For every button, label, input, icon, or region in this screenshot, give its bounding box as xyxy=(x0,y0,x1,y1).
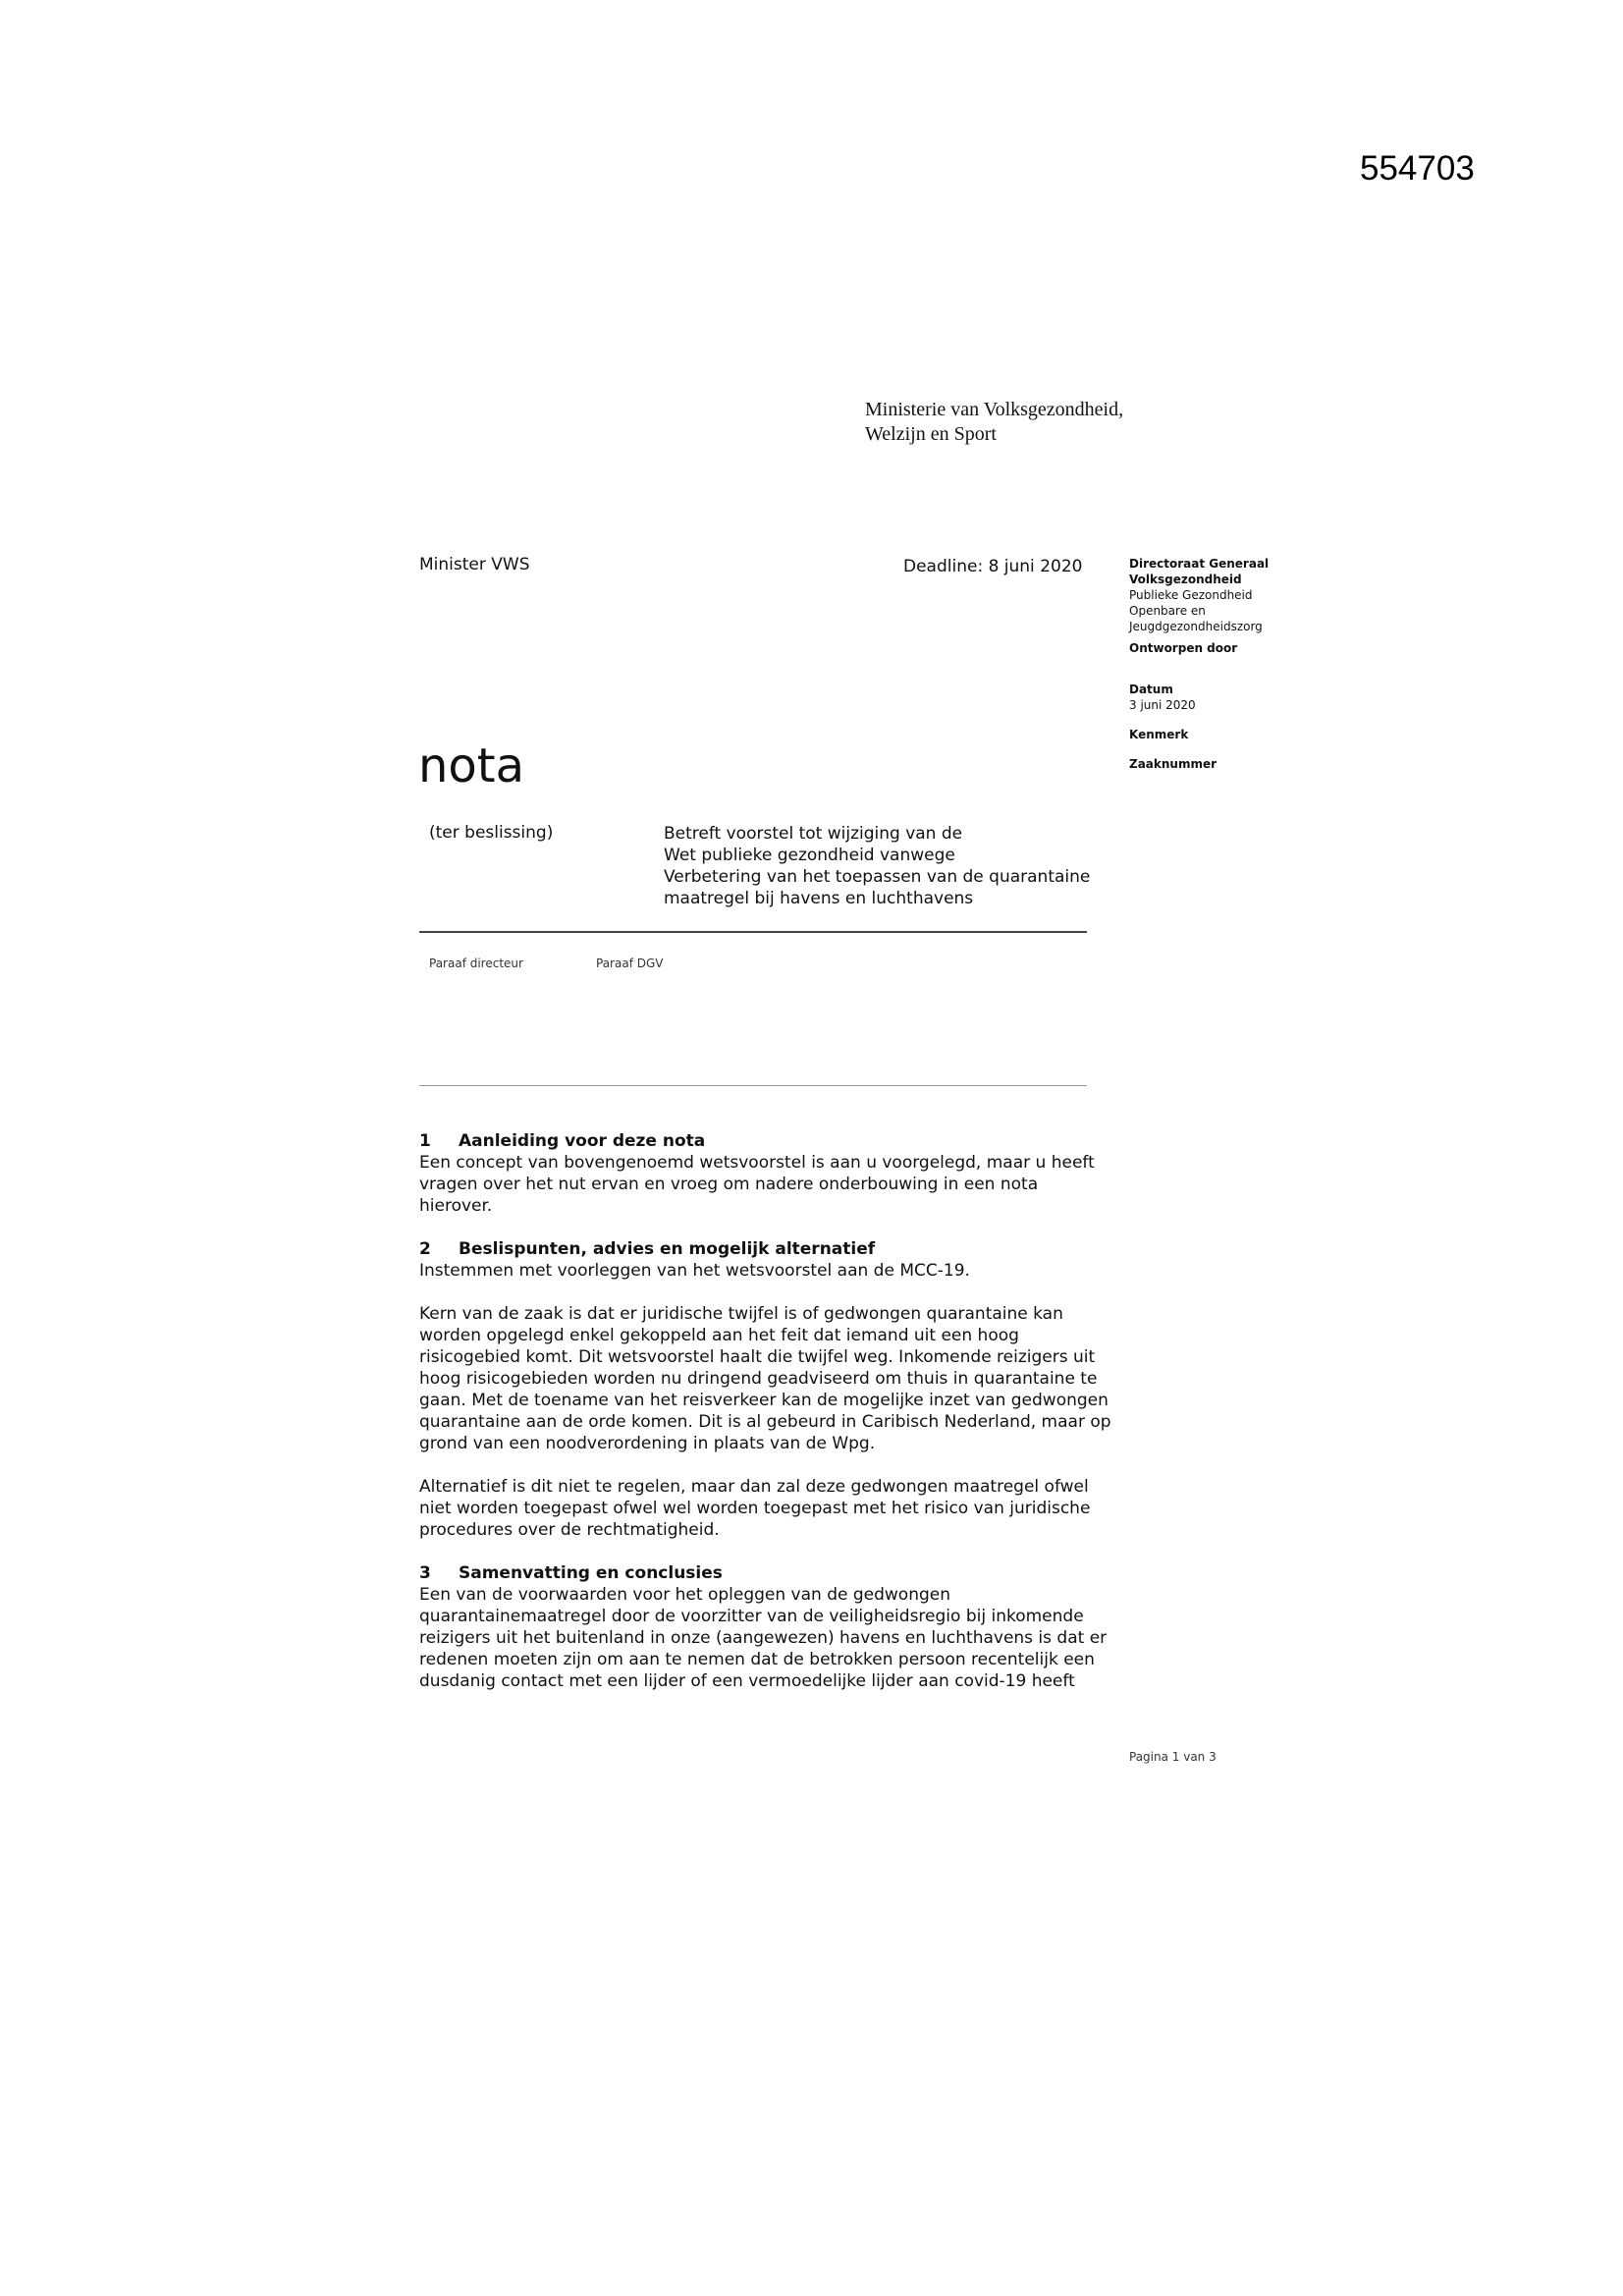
body-line: hoog risicogebieden worden nu dringend geadviseerd om thuis in quarantaine te xyxy=(419,1369,1098,1389)
subject-line-3: Verbetering van het toepassen van de quarantaine xyxy=(664,867,1091,887)
sidebar-date-value: 3 juni 2020 xyxy=(1129,698,1196,712)
ministry-line-1: Ministerie van Volksgezondheid, xyxy=(865,399,1124,420)
body-line: reizigers uit het buitenland in onze (aangewezen) havens en luchthavens is dat er xyxy=(419,1628,1108,1648)
section-heading-1 xyxy=(419,1130,1126,1152)
section-number-2: 2 xyxy=(419,1239,431,1259)
body-line: Een van de voorwaarden voor het opleggen van de gedwongen xyxy=(419,1585,951,1605)
subject-line-2: Wet publieke gezondheid vanwege xyxy=(664,846,955,865)
sidebar-dg-line-1: Directoraat Generaal xyxy=(1129,557,1270,571)
body-line: gaan. Met de toename van het reisverkeer kan de mogelijke inzet van gedwongen xyxy=(419,1391,1109,1410)
body-line: worden opgelegd enkel gekoppeld aan het feit dat iemand uit een hoog xyxy=(419,1326,1019,1345)
ministry-line-2: Welzijn en Sport xyxy=(865,423,997,445)
note-type: (ter beslissing) xyxy=(429,823,554,843)
paraaf-dgv: Paraaf DGV xyxy=(596,957,664,970)
divider-top xyxy=(419,931,1087,933)
section-heading-3 xyxy=(419,1562,1126,1584)
body-line: quarantainemaatregel door de voorzitter van de veiligheidsregio bij inkomende xyxy=(419,1607,1084,1626)
paraaf-director: Paraaf directeur xyxy=(429,957,523,970)
body-line: quarantaine aan de orde komen. Dit is al gebeurd in Caribisch Nederland, maar op xyxy=(419,1412,1111,1432)
body-line: niet worden toegepast ofwel wel worden toegepast met het risico van juridische xyxy=(419,1499,1091,1518)
body-line: grond van een noodverordening in plaats van de Wpg. xyxy=(419,1434,876,1453)
body-line: Alternatief is dit niet te regelen, maar dan zal deze gedwongen maatregel ofwel xyxy=(419,1477,1089,1497)
deadline: Deadline: 8 juni 2020 xyxy=(903,557,1083,576)
body-line: Kern van de zaak is dat er juridische twijfel is of gedwongen quarantaine kan xyxy=(419,1304,1063,1324)
section-title-1: Aanleiding voor deze nota xyxy=(459,1131,706,1151)
sidebar-dept-line-1: Publieke Gezondheid xyxy=(1129,588,1253,602)
body-line: redenen moeten zijn om aan te nemen dat de betrokken persoon recentelijk een xyxy=(419,1650,1095,1669)
divider-bottom xyxy=(419,1085,1087,1086)
body-line: dusdanig contact met een lijder of een vermoedelijke lijder aan covid-19 heeft xyxy=(419,1671,1075,1691)
sidebar-reference-label: Kenmerk xyxy=(1129,728,1189,741)
section-title-3: Samenvatting en conclusies xyxy=(459,1563,723,1583)
document-title: nota xyxy=(418,738,525,793)
section-number-3: 3 xyxy=(419,1563,431,1583)
section-heading-2 xyxy=(419,1238,1126,1260)
body-line: Een concept van bovengenoemd wetsvoorstel is aan u voorgelegd, maar u heeft xyxy=(419,1153,1095,1173)
body-line: procedures over de rechtmatigheid. xyxy=(419,1520,720,1540)
sidebar-date-label: Datum xyxy=(1129,683,1173,696)
sidebar-dg-line-2: Volksgezondheid xyxy=(1129,573,1242,586)
document-number: 554703 xyxy=(1360,149,1475,188)
ministry-logo-text xyxy=(865,398,1123,447)
sidebar-metadata xyxy=(1129,556,1325,772)
body-line: hierover. xyxy=(419,1196,493,1216)
body-line: vragen over het nut ervan en vroeg om nadere onderbouwing in een nota xyxy=(419,1175,1039,1194)
page-number: Pagina 1 van 3 xyxy=(1129,1750,1217,1764)
sidebar-case-label: Zaaknummer xyxy=(1129,757,1217,771)
sidebar-dept-line-2: Openbare en xyxy=(1129,604,1206,618)
body-line: Instemmen met voorleggen van het wetsvoorstel aan de MCC-19. xyxy=(419,1261,970,1281)
section-number-1: 1 xyxy=(419,1131,431,1151)
subject-line-4: maatregel bij havens en luchthavens xyxy=(664,889,974,908)
subject-line-1: Betreft voorstel tot wijziging van de xyxy=(664,824,963,844)
document-body xyxy=(419,1130,1126,1692)
section-title-2: Beslispunten, advies en mogelijk alternatief xyxy=(459,1239,876,1259)
subject-block xyxy=(664,823,1090,909)
addressee: Minister VWS xyxy=(419,555,530,574)
body-line: risicogebied komt. Dit wetsvoorstel haalt die twijfel weg. Inkomende reizigers uit xyxy=(419,1347,1096,1367)
sidebar-dept-line-3: Jeugdgezondheidszorg xyxy=(1129,620,1263,633)
sidebar-designed-by: Ontworpen door xyxy=(1129,641,1238,655)
